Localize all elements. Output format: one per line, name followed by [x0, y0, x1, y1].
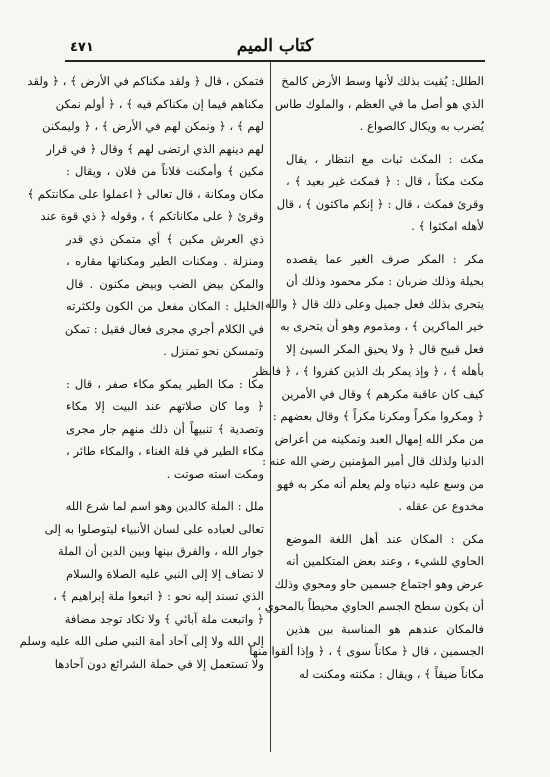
- text-line: فالمكان عندهم هو المناسبة بين هذين: [286, 621, 484, 636]
- text-line: مكا : مكا الطير يمكو مكاء صفر ، قال :: [66, 376, 264, 391]
- text-line: مكين ﴾ وأمكنت فلاناً من فلان ، ويقال :: [66, 164, 264, 178]
- page-number: ٤٧١: [70, 40, 94, 55]
- text-line: من وسع عليه دنياه ولم يعلم أنه مكر به فهو: [277, 476, 484, 491]
- text-line: فعل قبيح قال ﴿ ولا يحيق المكر السيئ إلا: [286, 341, 484, 356]
- text-line: فتمكن ، قال ﴿ ولقد مكناكم في الأرض ﴾ ، ﴿ ولقد: [27, 74, 264, 88]
- text-line: مكاء الطير في قلة الغناء ، والمكاء طائر ،: [66, 444, 264, 458]
- text-line: ملل : الملة كالدين وهو اسم لما شرع الله: [65, 499, 264, 513]
- text-line: يُضرب به ويكال كالصواع .: [359, 119, 484, 133]
- text-line: جوار الله ، والفرق بينها وبين الدين أن الملة: [57, 544, 264, 558]
- page-header: [0, 30, 550, 60]
- right-column: [249, 70, 484, 750]
- text-line: الطلل: يُقيت بذلك لأنها وسط الأرض كالمخ: [281, 74, 484, 88]
- text-line: الحاوي للشيء ، وعند بعض المتكلمين أنه: [286, 554, 484, 568]
- text-line: وتمسكن نحو تمنزل .: [163, 344, 264, 358]
- text-line: الذي هو أصل ما في العظم ، والملوك طاس: [275, 96, 484, 111]
- text-line: عرض وهو اجتماع جسمين حاو ومحوي وذلك: [274, 576, 484, 591]
- text-line: وتصدية ﴾ تنبيهاً أن ذلك منهم جار مجرى: [66, 421, 264, 436]
- left-column: [19, 70, 264, 750]
- header-rule: [65, 60, 485, 62]
- text-line: بأهله ﴾ ، ﴿ وإذ يمكر بك الذين كفروا ﴾ ، ﴿ فانظر: [252, 364, 484, 378]
- text-line: وقرئ ﴿ على مكاناتكم ﴾ ، وقوله ﴿ ذي قوة عند: [40, 209, 264, 223]
- text-line: تعالى لعباده على لسان الأنبياء ليتوصلوا به إلى: [44, 521, 264, 536]
- text-line: مكان ومكانة ، قال تعالى ﴿ اعملوا على مكانتكم ﴾: [27, 186, 264, 201]
- text-line: ومكت استه صوتت .: [166, 466, 264, 481]
- text-line: مكث مكثاً ، قال : ﴿ فمكث غير بعيد ﴾ ،: [286, 174, 484, 188]
- text-line: ولا تستعمل إلا في حملة الشرائع دون آحادها: [54, 656, 264, 671]
- text-line: ﴿ واتبعت ملة آبائي ﴾ ولا تكاد توجد مضافة: [64, 611, 264, 626]
- text-line: الجسمين ، قال ﴿ مكاناً سوى ﴾ ، ﴿ وإذا ألقوا منها: [249, 644, 484, 658]
- text-line: مكن : المكان عند أهل اللغة الموضع: [286, 531, 484, 546]
- text-line: الذي تسند إليه نحو : ﴿ اتبعوا ملة إبراهيم ﴾ ،: [53, 589, 264, 603]
- text-line: مكناهم فيما إن مكناكم فيه ﴾ ، ﴿ أولم نمكن: [55, 96, 264, 111]
- text-line: بحيلة وذلك ضربان : مكر محمود وذلك أن: [286, 274, 484, 288]
- text-line: في الكلام أجري مجرى فعال فقيل : تمكن: [64, 321, 264, 336]
- text-line: خير الماكرين ﴾ ، ومذموم وهو أن يتحرى به: [280, 319, 484, 333]
- text-line: ﴿ وما كان صلاتهم عند البيت إلا مكاء: [66, 399, 264, 413]
- text-line: لهم ﴾ ، ﴿ ونمكن لهم في الأرض ﴾ ، ﴿ وليمكنن: [42, 119, 264, 133]
- text-line: الخليل : المكان مفعل من الكون ولكثرته: [66, 299, 264, 313]
- text-line: يتحرى بذلك فعل جميل وعلى ذلك قال ﴿ والله: [264, 296, 484, 311]
- text-line: إلى الله ولا إلى آحاد أمة النبي صلى الله عليه وسلم: [19, 634, 264, 648]
- text-line: من مكر الله إمهال العبد وتمكينه من أعراض: [274, 431, 484, 446]
- text-line: مخدوع عن عقله .: [398, 499, 484, 513]
- text-line: وقرئ فمكث ، قال : ﴿ إنكم ماكثون ﴾ ، قال: [276, 196, 484, 211]
- running-title: كتاب الميم: [236, 36, 314, 56]
- text-line: لا تضاف إلا إلى النبي عليه الصلاة والسلام: [66, 566, 264, 581]
- text-line: مكث : المكث ثبات مع انتظار ، يقال: [286, 151, 484, 166]
- text-line: والمكن بيض الضب وبيض مكنون . قال: [66, 276, 264, 291]
- text-line: ﴿ ومكروا مكراً ومكرنا مكراً ﴾ وقال بعضهم :: [272, 409, 484, 423]
- text-line: لأهله امكثوا ﴾ .: [411, 219, 484, 233]
- text-line: أن يكون سطح الجسم الحاوي محيطاً بالمحوي ،: [257, 599, 484, 613]
- text-line: لهم دينهم الذي ارتضى لهم ﴾ وقال ﴿ في قرار: [46, 141, 264, 156]
- text-line: الدنيا ولذلك قال أمير المؤمنين رضي الله عنه :: [262, 454, 484, 468]
- text-line: مكاناً ضيقاً ﴾ ، ويقال : مكنته ومكنت له: [299, 666, 484, 681]
- text-line: مكر : المكر صرف الغير عما يقصده: [286, 251, 484, 266]
- text-line: كيف كان عاقبة مكرهم ﴾ وقال في الأمرين: [281, 386, 484, 401]
- text-line: ومنزلة . ومكنات الطير ومكناتها مقاره ،: [66, 254, 264, 268]
- text-line: ذي العرش مكين ﴾ أي متمكن ذي قدر: [66, 231, 264, 246]
